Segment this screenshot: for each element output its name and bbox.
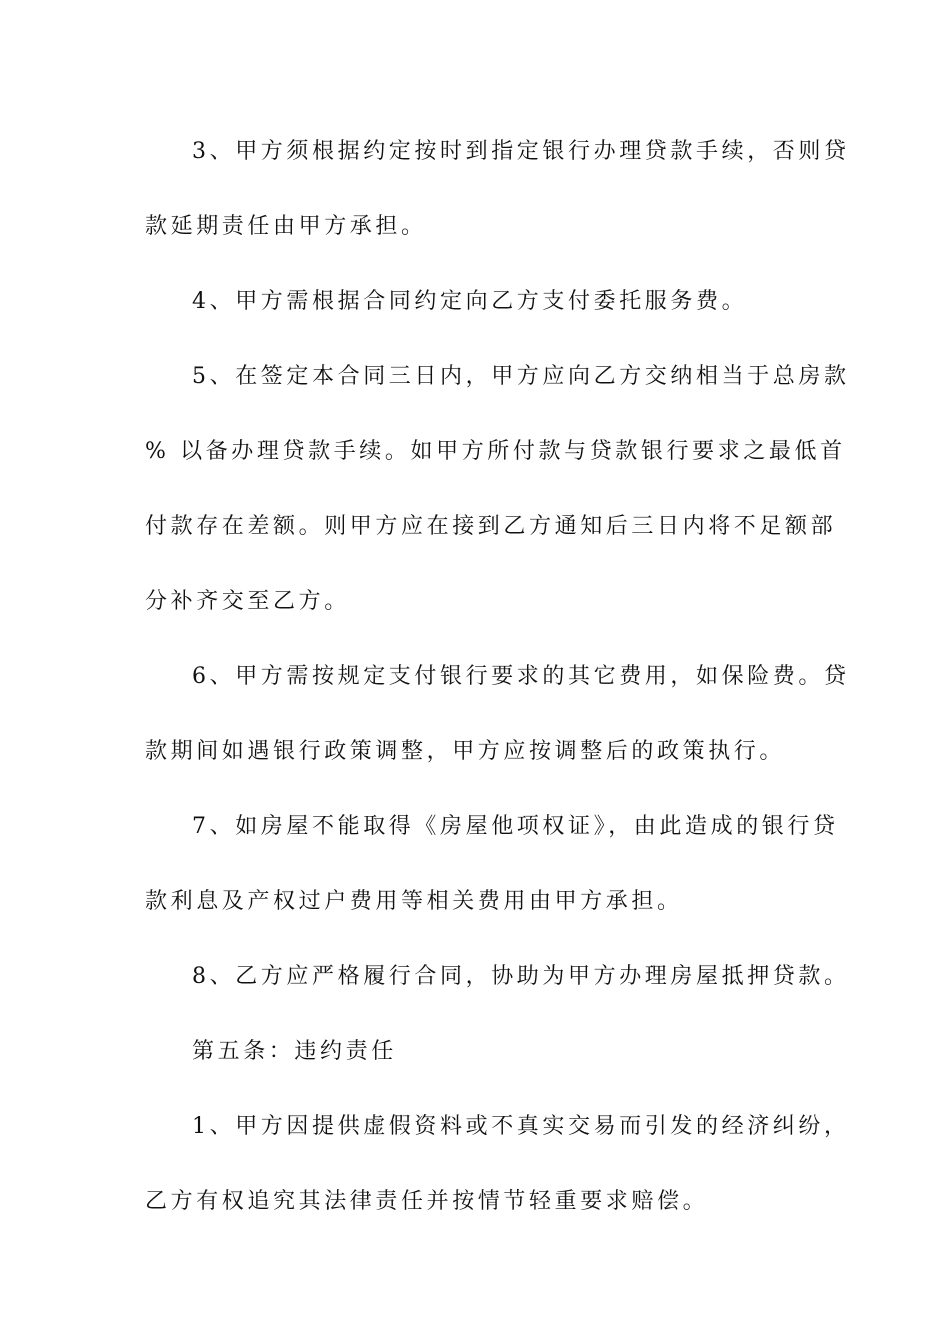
paragraph-line: 4、甲方需根据合同约定向乙方支付委托服务费。 bbox=[192, 289, 748, 314]
paragraph-line: 款利息及产权过户费用等相关费用由甲方承担。 bbox=[145, 889, 683, 914]
paragraph-line: 3、甲方须根据约定按时到指定银行办理贷款手续，否则贷 bbox=[192, 139, 850, 164]
section-heading: 第五条：违约责任 bbox=[192, 1039, 397, 1064]
paragraph-line: 6、甲方需按规定支付银行要求的其它费用，如保险费。贷 bbox=[192, 664, 850, 689]
paragraph-line: 7、如房屋不能取得《房屋他项权证》，由此造成的银行贷 bbox=[192, 814, 839, 839]
paragraph-line: % 以备办理贷款手续。如甲方所付款与贷款银行要求之最低首 bbox=[145, 439, 846, 464]
paragraph-line: 款延期责任由甲方承担。 bbox=[145, 214, 427, 239]
paragraph-line: 乙方有权追究其法律责任并按情节轻重要求赔偿。 bbox=[145, 1189, 709, 1214]
paragraph-line: 5、在签定本合同三日内，甲方应向乙方交纳相当于总房款 bbox=[192, 364, 850, 389]
paragraph-line: 8、乙方应严格履行合同，协助为甲方办理房屋抵押贷款。 bbox=[192, 964, 850, 989]
paragraph-line: 分补齐交至乙方。 bbox=[145, 589, 350, 614]
paragraph-line: 付款存在差额。则甲方应在接到乙方通知后三日内将不足额部 bbox=[145, 514, 837, 539]
paragraph-line: 款期间如遇银行政策调整，甲方应按调整后的政策执行。 bbox=[145, 739, 786, 764]
paragraph-line: 1、甲方因提供虚假资料或不真实交易而引发的经济纠纷， bbox=[192, 1114, 850, 1139]
